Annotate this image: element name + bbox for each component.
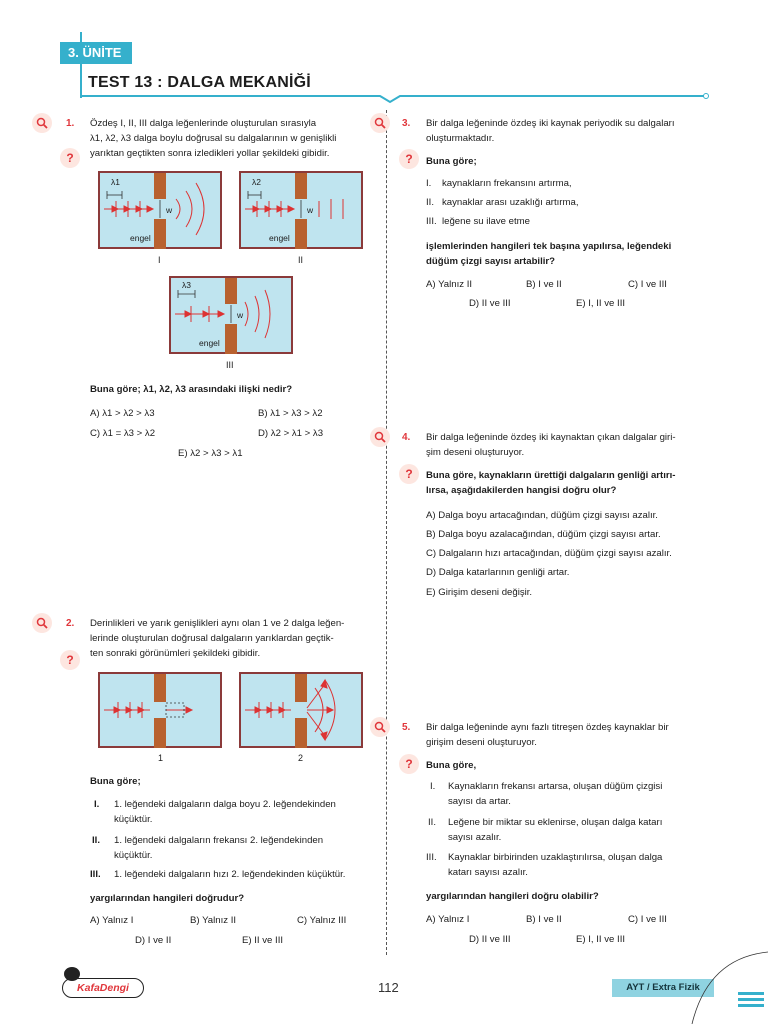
q4-help-icon[interactable]: ? xyxy=(399,464,419,484)
q4-option-e[interactable]: E) Girişim deseni değişir. xyxy=(426,587,533,598)
kafa-dengi-brand: KafaDengi xyxy=(77,982,129,994)
q4-option-c[interactable]: C) Dalgaların hızı artacağından, düğüm çizgi sayısı azalır. xyxy=(426,548,672,559)
q3-item-2-text: kaynaklar arası uzaklığı artırma, xyxy=(442,197,579,208)
q2-waves-1 xyxy=(100,674,220,746)
page-title: TEST 13 : DALGA MEKANİĞİ xyxy=(88,74,311,91)
q5-option-e[interactable]: E) I, II ve III xyxy=(576,934,626,945)
q5-search-icon[interactable] xyxy=(370,717,390,737)
q1-stem xyxy=(90,116,380,161)
q2-number: 2. xyxy=(66,618,75,629)
q2-option-e[interactable]: E) II ve III xyxy=(242,935,284,946)
q5-line1: Bir dalga leğeninde aynı fazlı titreşen özdeş kaynaklar bir xyxy=(426,722,669,733)
q2-prompt: Buna göre; xyxy=(90,776,141,787)
q5-item-2-text2: sayısı azalır. xyxy=(448,831,502,843)
q5-number: 5. xyxy=(402,722,411,733)
q2-option-c[interactable]: C) Yalnız III xyxy=(297,915,347,926)
q1-number: 1. xyxy=(66,118,75,129)
q2-tank-2 xyxy=(239,672,363,748)
q1-option-c[interactable]: C) λ1 = λ3 > λ2 xyxy=(90,428,156,439)
q5-option-d[interactable]: D) II ve III xyxy=(469,934,511,945)
q1-fig-caption-1: I xyxy=(158,255,161,265)
q1-option-a[interactable]: A) λ1 > λ2 > λ3 xyxy=(90,408,155,419)
q4-option-a[interactable]: A) Dalga boyu artacağından, düğüm çizgi sayısı azalır. xyxy=(426,510,658,521)
q2-help-icon[interactable]: ? xyxy=(60,650,80,670)
q5-item-3-roman: III. xyxy=(426,852,437,863)
q5-option-b[interactable]: B) I ve II xyxy=(526,914,562,925)
q4-search-icon[interactable] xyxy=(370,427,390,447)
q1-line1: Özdeş I, II, III dalga leğenlerinde oluşturulan sırasıyla xyxy=(90,118,317,129)
q2-item-1-roman: I. xyxy=(94,799,100,810)
q1-line2: λ1, λ2, λ3 dalga boylu doğrusal su dalgalarının w genişlikli xyxy=(90,133,337,144)
q5-option-c[interactable]: C) I ve III xyxy=(628,914,667,925)
q4-stem xyxy=(426,430,716,460)
q1-engel-label-1: engel xyxy=(130,233,151,243)
header-rule-top xyxy=(80,32,82,42)
q2-item-3-roman: III. xyxy=(90,869,101,880)
q1-w-label-1: w xyxy=(166,205,173,215)
q1-help-icon[interactable]: ? xyxy=(60,148,80,168)
q2-item-1-text1: 1. leğendeki dalgaların dalga boyu 2. leğendekinden xyxy=(114,799,336,810)
q2-item-2-text2: küçüktür. xyxy=(114,849,153,861)
q1-lambda2-label: λ2 xyxy=(252,177,261,187)
q5-question: yargılarından hangileri doğru olabilir? xyxy=(426,891,599,902)
q1-prompt: Buna göre; λ1, λ2, λ3 arasındaki ilişki nedir? xyxy=(90,384,293,395)
q3-search-icon[interactable] xyxy=(370,113,390,133)
q3-item-2-roman: II. xyxy=(426,197,434,208)
q5-item-1-text1: Kaynakların frekansı artarsa, oluşan düğüm çizgisi xyxy=(448,781,663,792)
q2-item-3 xyxy=(90,868,380,883)
q1-w-label-2: w xyxy=(307,205,314,215)
q5-item-2-text1: Leğene bir miktar su eklenirse, oluşan dalga katarı xyxy=(448,817,663,828)
q2-line2: lerinde oluşturulan doğrusal dalgaların yarıklardan geçtik- xyxy=(90,633,334,644)
q4-prompt-line2: lırsa, aşağıdakilerden hangisi doğru olur? xyxy=(426,485,617,496)
q2-stem xyxy=(90,616,380,661)
q5-item-1-roman: I. xyxy=(430,781,436,792)
q4-option-d[interactable]: D) Dalga katarlarının genliği artar. xyxy=(426,567,570,578)
q4-prompt-line1: Buna göre, kaynakların ürettiği dalgaların genliği artırı- xyxy=(426,470,676,481)
q5-prompt: Buna göre, xyxy=(426,760,477,771)
q3-question-line1: işlemlerinden hangileri tek başına yapılırsa, leğendeki xyxy=(426,241,672,252)
q1-fig-caption-2: II xyxy=(298,255,304,265)
q2-fig-caption-1: 1 xyxy=(158,753,164,763)
brand-logo xyxy=(62,978,144,998)
column-divider xyxy=(386,110,387,955)
q3-stem xyxy=(426,116,716,146)
q1-lambda3-label: λ3 xyxy=(182,280,191,290)
book-badge: AYT / Extra Fizik xyxy=(612,979,714,997)
q3-item-1-text: kaynakların frekansını artırma, xyxy=(442,178,572,189)
q2-item-3-text1: 1. leğendeki dalgaların hızı 2. leğendekinden küçüktür. xyxy=(114,869,346,880)
q1-engel-label-3: engel xyxy=(199,338,220,348)
q3-item-3-text: leğene su ilave etme xyxy=(442,216,530,227)
q4-number: 4. xyxy=(402,432,411,443)
q1-tank-1 xyxy=(98,171,222,249)
corner-decoration xyxy=(688,948,768,1024)
q3-option-d[interactable]: D) II ve III xyxy=(469,298,511,309)
q3-option-a[interactable]: A) Yalnız II xyxy=(426,279,473,290)
q3-question-line2: düğüm çizgi sayısı artabilir? xyxy=(426,256,556,267)
menu-lines-icon[interactable] xyxy=(738,992,764,1008)
q2-option-a[interactable]: A) Yalnız I xyxy=(90,915,134,926)
unit-tag: 3. ÜNİTE xyxy=(60,42,132,64)
q1-option-d[interactable]: D) λ2 > λ1 > λ3 xyxy=(258,428,324,439)
q3-question xyxy=(426,239,716,269)
q1-option-e[interactable]: E) λ2 > λ3 > λ1 xyxy=(178,448,243,459)
q2-waves-2 xyxy=(241,674,361,746)
q4-prompt xyxy=(426,468,716,498)
q5-stem xyxy=(426,720,716,750)
q1-option-b[interactable]: B) λ1 > λ3 > λ2 xyxy=(258,408,323,419)
header-underline xyxy=(80,90,710,104)
q2-fig-caption-2: 2 xyxy=(298,753,304,763)
q2-line1: Derinlikleri ve yarık genişlikleri aynı olan 1 ve 2 dalga leğen- xyxy=(90,618,345,629)
q5-item-3-text1: Kaynaklar birbirinden uzaklaştırılırsa, oluşan dalga xyxy=(448,852,663,863)
q3-line2: oluşturmaktadır. xyxy=(426,133,495,144)
q3-item-2 xyxy=(426,196,579,211)
q3-option-c[interactable]: C) I ve III xyxy=(628,279,667,290)
q2-line3: ten sonraki görünümleri şekildeki gibidir. xyxy=(90,648,261,659)
q2-item-2-roman: II. xyxy=(92,835,100,846)
q3-item-1 xyxy=(426,177,572,192)
q5-item-2 xyxy=(426,816,716,845)
q4-option-b[interactable]: B) Dalga boyu azalacağından, düğüm çizgi sayısı artar. xyxy=(426,529,661,540)
q3-number: 3. xyxy=(402,118,411,129)
q5-line2: girişim deseni oluşturuyor. xyxy=(426,737,537,748)
q5-item-3 xyxy=(426,851,716,880)
q1-engel-label-2: engel xyxy=(269,233,290,243)
q3-line1: Bir dalga leğeninde özdeş iki kaynak periyodik su dalgaları xyxy=(426,118,675,129)
q1-w-label-3: w xyxy=(237,310,244,320)
q3-help-icon[interactable]: ? xyxy=(399,149,419,169)
q1-search-icon[interactable] xyxy=(32,113,52,133)
q1-tank-3 xyxy=(169,276,293,354)
q3-item-3 xyxy=(426,215,530,230)
q5-help-icon[interactable]: ? xyxy=(399,754,419,774)
q2-option-b[interactable]: B) Yalnız II xyxy=(190,915,237,926)
q3-prompt: Buna göre; xyxy=(426,156,477,167)
q2-tank-1 xyxy=(98,672,222,748)
q2-search-icon[interactable] xyxy=(32,613,52,633)
q1-fig-caption-3: III xyxy=(226,360,234,370)
q2-option-d[interactable]: D) I ve II xyxy=(135,935,172,946)
q2-item-2 xyxy=(90,834,380,863)
q2-item-2-text1: 1. leğendeki dalgaların frekansı 2. leğendekinden xyxy=(114,835,324,846)
q3-item-1-roman: I. xyxy=(426,178,432,189)
q5-option-a[interactable]: A) Yalnız I xyxy=(426,914,470,925)
q1-tank-2 xyxy=(239,171,363,249)
q2-item-1 xyxy=(90,798,380,827)
page-number: 112 xyxy=(378,980,399,995)
q2-item-1-text2: küçüktür. xyxy=(114,813,153,825)
q2-question: yargılarından hangileri doğrudur? xyxy=(90,893,245,904)
q3-option-b[interactable]: B) I ve II xyxy=(526,279,562,290)
q1-lambda1-label: λ1 xyxy=(111,177,120,187)
q1-line3: yarıktan geçtikten sonra izledikleri yollar şekildeki gibidir. xyxy=(90,148,330,159)
brand-mascot-icon xyxy=(64,967,80,981)
q4-line2: şim deseni oluşturuyor. xyxy=(426,447,525,458)
q5-item-1-text2: sayısı da artar. xyxy=(448,795,511,807)
q5-item-2-roman: II. xyxy=(428,817,436,828)
q5-item-3-text2: katarı sayısı azalır. xyxy=(448,866,528,878)
q4-line1: Bir dalga leğeninde özdeş iki kaynaktan çıkan dalgalar giri- xyxy=(426,432,676,443)
q5-item-1 xyxy=(426,780,716,809)
q3-option-e[interactable]: E) I, II ve III xyxy=(576,298,626,309)
q3-item-3-roman: III. xyxy=(426,216,437,227)
